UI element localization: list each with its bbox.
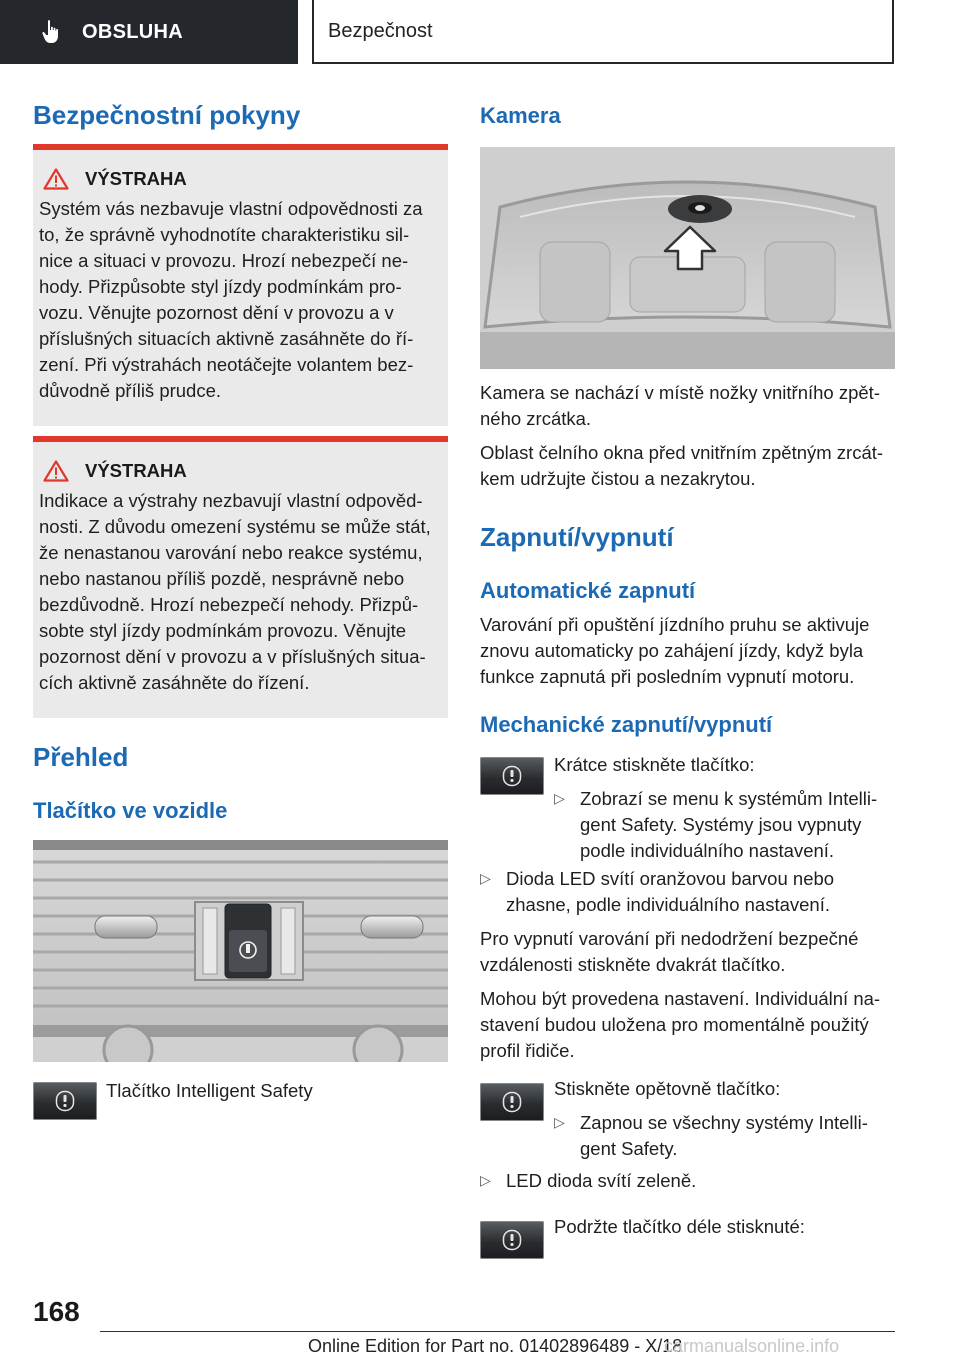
bullet-text-line: gent Safety.	[580, 1138, 678, 1159]
warning-title: VÝSTRAHA	[85, 460, 187, 481]
warning-text-line: nebo nastanou příliš pozdě, nesprávně nebo	[39, 568, 405, 589]
warning-text-line: zení. Při výstrahách neotáčejte volantem bez-	[39, 354, 414, 375]
onoff-heading-block	[480, 522, 895, 553]
camera-text-line: Oblast čelního okna před vnitřním zpětným zrcát-	[480, 442, 884, 463]
double-press-line: vzdálenosti stiskněte dvakrát tlačítko.	[480, 954, 786, 975]
warning-text-line: cích aktivně zasáhněte do řízení.	[39, 672, 310, 693]
list-item	[480, 866, 895, 918]
intelligent-safety-button-icon	[480, 1083, 544, 1121]
chapter-tab	[312, 0, 894, 64]
camera-heading-block	[480, 103, 895, 129]
press-briefly-text: Krátce stiskněte tlačítko:	[554, 754, 755, 775]
safety-heading-block	[33, 100, 448, 131]
hand-pointer-icon	[40, 19, 64, 45]
warning-text-line: že nenastanou varování nebo reakce systému,	[39, 542, 423, 563]
auto-text-line: znovu automaticky po zahájení jízdy, když byla	[480, 640, 864, 661]
vehicle-button-photo	[33, 840, 448, 1062]
camera-text-line: Kamera se nachází v místě nožky vnitřního zpět-	[480, 382, 880, 403]
warning-text-line: pozornost dění v provozu a v příslušných situa-	[39, 646, 426, 667]
auto-text-line: funkce zapnutá při posledním vypnutí motoru.	[480, 666, 855, 687]
intelligent-safety-button-icon	[480, 757, 544, 795]
bullet-text-line: Zapnou se všechny systémy Intelli-	[580, 1112, 868, 1133]
bullet-text-line: podle individuálního nastavení.	[580, 840, 835, 861]
settings-line: Mohou být provedena nastavení. Individuální na-	[480, 988, 881, 1009]
bullet-text-line: LED dioda svítí zeleně.	[506, 1170, 697, 1191]
bullet-triangle-icon: ▷	[480, 870, 491, 886]
warning-title: VÝSTRAHA	[85, 168, 187, 189]
intelligent-safety-button-icon	[33, 1082, 97, 1120]
double-press-line: Pro vypnutí varování při nedodržení bezpečné	[480, 928, 859, 949]
warning-text-line: nosti. Z důvodu omezení systému se může stát,	[39, 516, 431, 537]
camera-text-line: ného zrcátka.	[480, 408, 592, 429]
press-again-block	[554, 1076, 894, 1162]
warning-text-line: Indikace a výstrahy nezbavují vlastní odpověd-	[39, 490, 423, 511]
camera-title: Kamera	[480, 103, 561, 128]
camera-photo	[480, 147, 895, 369]
mech-title: Mechanické zapnutí/vypnutí	[480, 712, 773, 737]
press-briefly-block	[554, 752, 894, 864]
mech-heading-block	[480, 712, 895, 738]
edition-text: Online Edition for Part no. 01402896489 - X/18	[308, 1336, 683, 1356]
warning-text-line: důvodně příliš prudce.	[39, 380, 222, 401]
hold-text: Podržte tlačítko déle stisknuté:	[554, 1216, 805, 1237]
footer-divider	[100, 1331, 895, 1332]
list-item	[480, 1168, 895, 1194]
button-caption-block	[106, 1078, 436, 1104]
led-orange-block	[480, 866, 895, 1064]
chapter-label: Bezpečnost	[328, 19, 433, 42]
warning-text-line: Systém vás nezbavuje vlastní odpovědnosti za	[39, 198, 423, 219]
intelligent-safety-button-icon	[480, 1221, 544, 1259]
warning-text-line: to, že správně vyhodnotíte charakteristiku sil-	[39, 224, 410, 245]
warning-text-line: nice a situaci v provozu. Hrozí nebezpečí ne-	[39, 250, 409, 271]
list-item	[554, 786, 894, 864]
bullet-text-line: Zobrazí se menu k systémům Intelli-	[580, 788, 878, 809]
bullet-triangle-icon: ▷	[480, 1172, 491, 1188]
warning-triangle-icon	[43, 460, 69, 482]
settings-line: stavení budou uložena pro momentálně použitý	[480, 1014, 869, 1035]
section-label: OBSLUHA	[82, 20, 183, 43]
warning-triangle-icon	[43, 168, 69, 190]
warning-text-line: bezdůvodně. Hrozí nebezpečí nehody. Přizpů-	[39, 594, 419, 615]
button-subtitle: Tlačítko ve vozidle	[33, 798, 228, 823]
auto-text-line: Varování při opuštění jízdního pruhu se aktivuje	[480, 614, 870, 635]
warning-box-2	[33, 436, 448, 718]
bullet-text-line: Dioda LED svítí oranžovou barvou nebo	[506, 868, 835, 889]
onoff-title: Zapnutí/vypnutí	[480, 522, 674, 552]
auto-title: Automatické zapnutí	[480, 578, 696, 603]
button-caption: Tlačítko Intelligent Safety	[106, 1080, 313, 1101]
bullet-triangle-icon: ▷	[554, 790, 565, 806]
camera-text-block	[480, 380, 895, 492]
led-green-block	[480, 1168, 895, 1194]
warning-text-line: příslušných situacích aktivně zasáhněte do ří-	[39, 328, 414, 349]
bullet-triangle-icon: ▷	[554, 1114, 565, 1130]
section-tab	[0, 0, 298, 64]
hold-block	[554, 1214, 894, 1240]
press-again-text: Stiskněte opětovně tlačítko:	[554, 1078, 781, 1099]
warning-text-line: hody. Přizpůsobte styl jízdy podmínkám pro-	[39, 276, 402, 297]
bullet-text-line: gent Safety. Systémy jsou vypnuty	[580, 814, 862, 835]
safety-title: Bezpečnostní pokyny	[33, 100, 301, 130]
camera-text-line: kem udržujte čistou a nezakrytou.	[480, 468, 756, 489]
page-number: 168	[33, 1296, 80, 1327]
bullet-text-line: zhasne, podle individuálního nastavení.	[506, 894, 830, 915]
button-heading-block	[33, 798, 448, 824]
overview-heading-block	[33, 742, 448, 773]
overview-title: Přehled	[33, 742, 129, 772]
list-item	[554, 1110, 894, 1162]
watermark-text: carmanualsonline.info	[664, 1336, 840, 1356]
auto-section	[480, 578, 895, 690]
warning-box-1	[33, 144, 448, 426]
warning-text-line: vozu. Věnujte pozornost dění v provozu a v	[39, 302, 394, 323]
settings-line: profil řidiče.	[480, 1040, 575, 1061]
warning-text-line: sobte styl jízdy podmínkám provozu. Věnujte	[39, 620, 407, 641]
